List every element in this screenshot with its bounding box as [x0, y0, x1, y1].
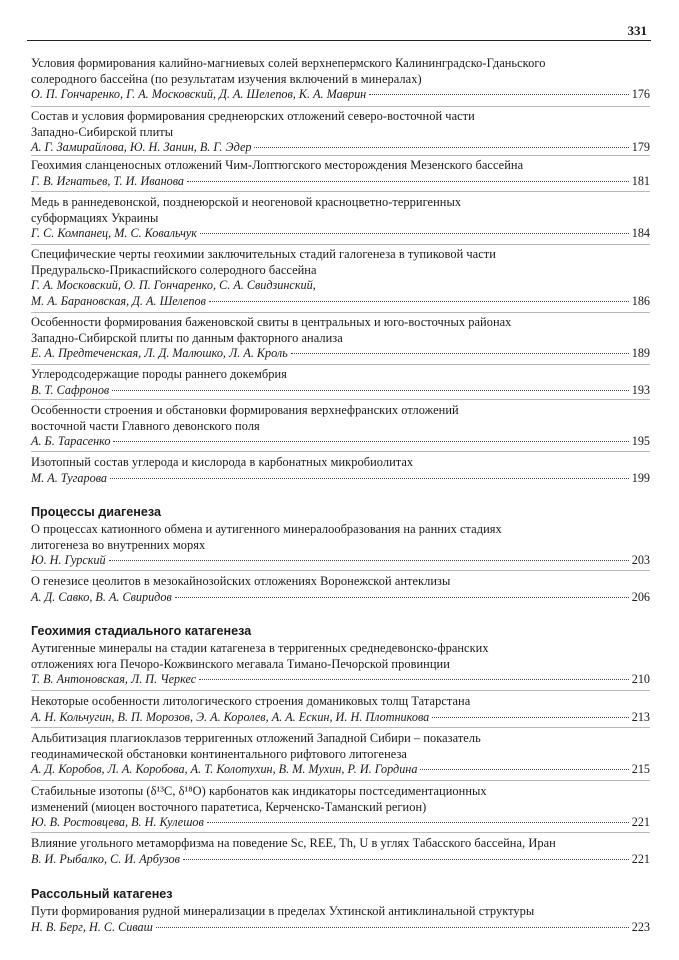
- dot-leader: [199, 679, 629, 680]
- entry-page-number: 206: [631, 589, 650, 604]
- header-rule: [27, 40, 651, 41]
- toc-entry: [31, 247, 650, 309]
- entry-leader-line: [31, 140, 650, 156]
- entry-leader-line: [31, 852, 650, 868]
- entry-page-number: 221: [631, 815, 650, 830]
- toc-entry: [31, 574, 650, 605]
- toc-entry: [31, 195, 650, 242]
- toc-entry: [31, 403, 650, 450]
- entry-title-line: геодинамической обстановки континентального рифтового литогенеза: [31, 746, 407, 761]
- entry-leader-line: [31, 87, 650, 103]
- dot-leader: [207, 822, 629, 823]
- entry-separator: [31, 106, 650, 107]
- entry-leader-line: [31, 920, 650, 936]
- entry-page-number: 195: [631, 434, 650, 449]
- entry-separator: [31, 690, 650, 691]
- entry-authors: Е. А. Предтеченская, Л. Д. Малюшко, Л. А. Кроль: [31, 346, 288, 361]
- entry-separator: [31, 727, 650, 728]
- entry-leader-line: [31, 383, 650, 399]
- entry-separator: [31, 244, 650, 245]
- dot-leader: [209, 301, 629, 302]
- dot-leader: [113, 441, 628, 442]
- entry-title-line: отложениях юга Печоро-Кожвинского мегавала Тимано-Печорской провинции: [31, 656, 450, 671]
- entry-leader-line: [31, 672, 650, 688]
- entry-leader-line: [31, 226, 650, 242]
- entry-title-line: О процессах катионного обмена и аутигенного минералообразования на ранних стадиях: [31, 522, 502, 536]
- entry-title-line: Условия формирования калийно-магниевых солей верхнепермского Калининградско-Гданьского: [31, 56, 546, 70]
- entry-leader-line: [31, 346, 650, 362]
- toc-entry: [31, 56, 650, 103]
- dot-leader: [200, 233, 629, 234]
- entry-authors: Г. С. Компанец, М. С. Ковальчук: [31, 226, 198, 241]
- entry-leader-line: [31, 553, 650, 569]
- entry-title-line: Особенности формирования баженовской свиты в центральных и юго-восточных районах: [31, 315, 512, 329]
- entry-authors: О. П. Гончаренко, Г. А. Московский, Д. А. Шелепов, К. А. Маврин: [31, 87, 367, 102]
- entry-title-line: изменений (миоцен восточного паратетиса, Керченско-Таманский регион): [31, 799, 427, 814]
- entry-authors: М. А. Тугарова: [31, 470, 108, 485]
- entry-title-line: О генезисе цеолитов в мезокайнозойских отложениях Воронежской антеклизы: [31, 574, 451, 588]
- entry-separator: [31, 312, 650, 313]
- entry-title-line: Аутигенные минералы на стадии катагенеза в терригенных среднедевонско-франских: [31, 641, 489, 655]
- entry-title-line: Специфические черты геохимии заключительных стадий галогенеза в тупиковой части: [31, 247, 496, 261]
- entry-leader-line: [31, 815, 650, 831]
- entry-page-number: 184: [631, 226, 650, 241]
- entry-leader-line: [31, 590, 650, 606]
- entry-title-line: Некоторые особенности литологического строения доманиковых толщ Татарстана: [31, 694, 471, 708]
- entry-authors-line: Г. А. Московский, О. П. Гончаренко, С. А. Свидзинский,: [31, 278, 316, 293]
- entry-title-line: Альбитизация плагиоклазов терригенных отложений Западной Сибири – показатель: [31, 731, 481, 745]
- entry-page-number: 189: [631, 346, 650, 361]
- entry-page-number: 223: [631, 919, 650, 934]
- entry-title-line: литогенеза во внутренних морях: [31, 537, 206, 552]
- dot-leader: [110, 478, 629, 479]
- entry-title-line: Геохимия сланценосных отложений Чим-Лоптюгского месторождения Мезенского бассейна: [31, 158, 524, 172]
- entry-authors: А. Н. Кольчугин, В. П. Морозов, Э. А. Королев, А. А. Ескин, И. Н. Плотникова: [31, 709, 430, 724]
- entry-leader-line: [31, 174, 650, 190]
- entry-title-line: Состав и условия формирования среднеюрских отложений северо-восточной части: [31, 109, 475, 123]
- entry-page-number: 213: [631, 709, 650, 724]
- entry-authors: Н. В. Берг, Н. С. Сиваш: [31, 919, 153, 934]
- entry-page-number: 193: [631, 382, 650, 397]
- dot-leader: [291, 353, 629, 354]
- toc-entry: [31, 109, 650, 156]
- entry-leader-line: [31, 294, 650, 310]
- entry-page-number: 210: [631, 672, 650, 687]
- entry-separator: [31, 399, 650, 400]
- entry-page-number: 186: [631, 293, 650, 308]
- toc-entry: [31, 455, 650, 486]
- entry-leader-line: [31, 710, 650, 726]
- entry-authors: М. А. Барановская, Д. А. Шелепов: [31, 293, 206, 308]
- entry-authors: Ю. В. Ростовцева, В. Н. Кулешов: [31, 815, 204, 830]
- entry-authors: А. Д. Коробов, Л. А. Коробова, А. Т. Колотухин, В. М. Мухин, Р. И. Гордина: [31, 762, 418, 777]
- entry-separator: [31, 832, 650, 833]
- entry-title-line: Особенности строения и обстановки формирования верхнефранских отложений: [31, 403, 459, 417]
- entry-title-line: Изотопный состав углерода и кислорода в карбонатных микробиолитах: [31, 455, 414, 469]
- toc-entry: [31, 731, 650, 778]
- dot-leader: [112, 390, 629, 391]
- dot-leader: [369, 94, 629, 95]
- entry-authors: А. Г. Замирайлова, Ю. Н. Занин, В. Г. Эдер: [31, 140, 252, 155]
- entry-title-line: Медь в раннедевонской, позднеюрской и неогеновой красноцветно-терригенных: [31, 195, 462, 209]
- toc-entry: [31, 367, 650, 398]
- page-number: 331: [627, 23, 647, 38]
- entry-page-number: 215: [631, 762, 650, 777]
- toc-entry: [31, 158, 650, 189]
- entry-title-line: Предуральско-Прикаспийского солеродного бассейна: [31, 262, 317, 277]
- dot-leader: [109, 560, 629, 561]
- entry-separator: [31, 364, 650, 365]
- dot-leader: [187, 181, 629, 182]
- entry-page-number: 199: [631, 470, 650, 485]
- entry-authors: А. Д. Савко, В. А. Свиридов: [31, 589, 172, 604]
- toc-entry: [31, 904, 650, 935]
- entry-page-number: 176: [631, 87, 650, 102]
- entry-authors: В. Т. Сафронов: [31, 382, 110, 397]
- entry-page-number: 181: [631, 173, 650, 188]
- entry-authors: Ю. Н. Гурский: [31, 553, 106, 568]
- entry-page-number: 221: [631, 851, 650, 866]
- dot-leader: [254, 147, 628, 148]
- entry-authors: Т. В. Антоновская, Л. П. Черкес: [31, 672, 197, 687]
- toc-entry: [31, 641, 650, 688]
- entry-title-line: Западно-Сибирской плиты по данным факторного анализа: [31, 330, 343, 345]
- entry-authors: А. Б. Тарасенко: [31, 434, 111, 449]
- entry-title-line: восточной части Главного девонского поля: [31, 418, 260, 433]
- section-heading: Рассольный катагенез: [31, 887, 173, 901]
- entry-title-line: Влияние угольного метаморфизма на поведение Sc, REE, Th, U в углях Табасского бассейна, Иран: [31, 836, 556, 850]
- dot-leader: [156, 927, 629, 928]
- entry-separator: [31, 780, 650, 781]
- entry-leader-line: [31, 471, 650, 487]
- entry-leader-line: [31, 762, 650, 778]
- entry-separator: [31, 451, 650, 452]
- entry-title-line: Западно-Сибирской плиты: [31, 124, 174, 139]
- section-heading: Геохимия стадиального катагенеза: [31, 624, 252, 638]
- entry-title-line: Пути формирования рудной минерализации в пределах Ухтинской антиклинальной структуры: [31, 904, 535, 918]
- entry-title-line: солеродного бассейна (по результатам изучения включений в минералах): [31, 71, 422, 86]
- entry-page-number: 203: [631, 553, 650, 568]
- entry-title-line: Углеродсодержащие породы раннего докембрия: [31, 367, 287, 381]
- dot-leader: [432, 717, 628, 718]
- toc-entry: [31, 522, 650, 569]
- toc-entry: [31, 784, 650, 831]
- entry-separator: [31, 191, 650, 192]
- toc-entry: [31, 694, 650, 725]
- dot-leader: [183, 859, 629, 860]
- dot-leader: [175, 597, 629, 598]
- entry-title-line: Стабильные изотопы (δ¹³C, δ¹⁸O) карбонатов как индикаторы постседиментационных: [31, 784, 487, 798]
- toc-entry: [31, 836, 650, 867]
- entry-title-line: субформациях Украины: [31, 210, 159, 225]
- toc-entry: [31, 315, 650, 362]
- entry-page-number: 179: [631, 140, 650, 155]
- entry-separator: [31, 155, 650, 156]
- entry-authors: Г. В. Игнатьев, Т. И. Иванова: [31, 173, 185, 188]
- section-heading: Процессы диагенеза: [31, 505, 161, 519]
- dot-leader: [420, 769, 628, 770]
- entry-separator: [31, 570, 650, 571]
- entry-authors: В. И. Рыбалко, С. И. Арбузов: [31, 851, 180, 866]
- entry-leader-line: [31, 434, 650, 450]
